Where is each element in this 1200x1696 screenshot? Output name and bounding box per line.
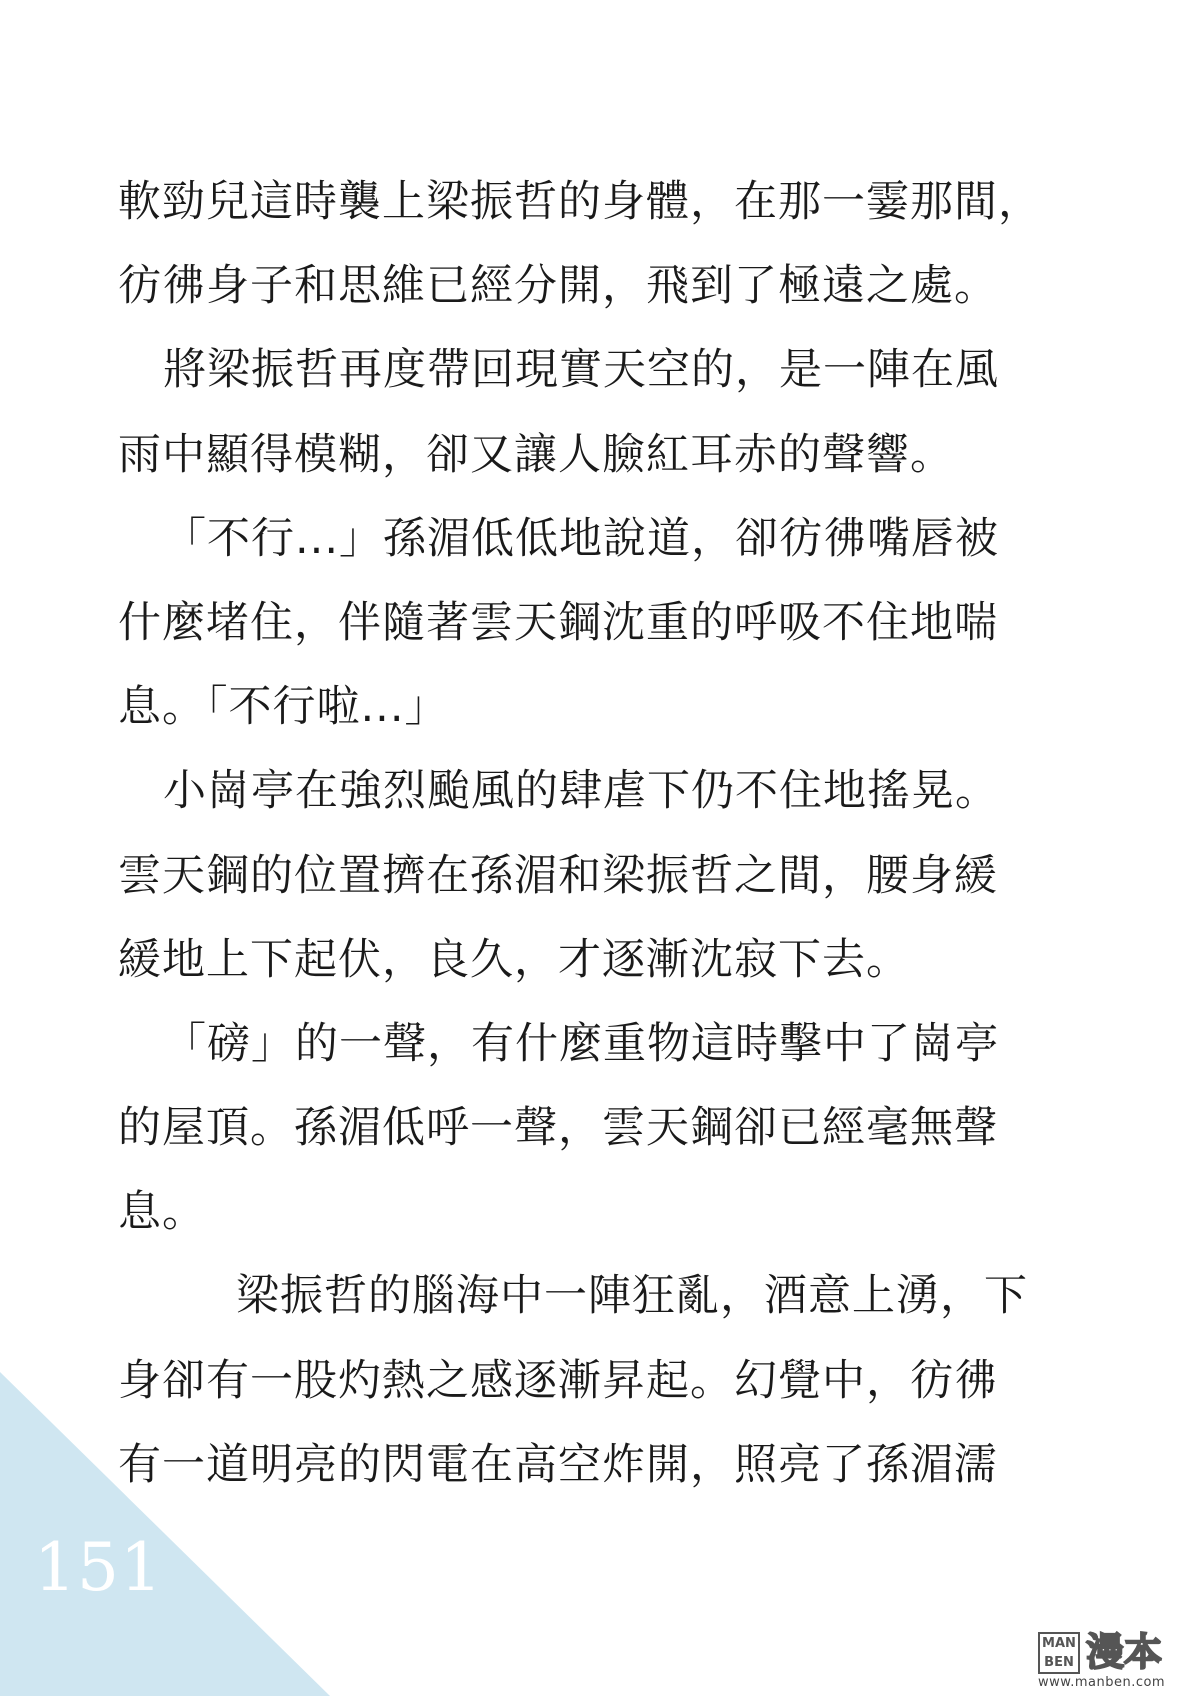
text-line: 息。「不行啦...」	[118, 682, 449, 733]
text-line: 緩地上下起伏，良久，才逐漸沈寂下去。	[118, 934, 910, 985]
text-line: 彷彿身子和思維已經分開，飛到了極遠之處。	[118, 261, 998, 312]
text-line: 「磅」的一聲，有什麼重物這時擊中了崗亭	[163, 1018, 999, 1069]
page-number: 151	[34, 1529, 163, 1606]
text-line: 雲天鋼的位置擠在孫湄和梁振哲之間，腰身緩	[118, 850, 998, 901]
text-line: 將梁振哲再度帶回現實天空的，是一陣在風	[163, 345, 999, 396]
watermark-title: 漫本	[1086, 1630, 1163, 1674]
text-line: 有一道明亮的閃電在高空炸開，照亮了孫湄濡	[118, 1439, 998, 1490]
text-line: 小崗亭在強烈颱風的肆虐下仍不住地搖晃。	[163, 766, 999, 817]
watermark-logo: MAN BEN	[1038, 1632, 1080, 1674]
text-line: 「不行...」孫湄低低地說道，卻彷彿嘴唇被	[163, 513, 1000, 564]
text-line: 雨中顯得模糊，卻又讓人臉紅耳赤的聲響。	[118, 429, 954, 480]
text-line: 梁振哲的腦海中一陣狂亂，酒意上湧，下	[236, 1271, 1028, 1322]
text-line: 軟勁兒這時襲上梁振哲的身體，在那一霎那間，	[118, 177, 1042, 227]
watermark-url: www.manben.com	[1038, 1675, 1166, 1690]
text-line: 息。	[118, 1187, 206, 1238]
watermark	[1038, 1632, 1188, 1690]
text-line: 身卻有一股灼熱之感逐漸昇起。幻覺中，彷彿	[118, 1355, 998, 1406]
body-text	[118, 160, 1098, 1507]
text-line: 的屋頂。孫湄低呼一聲，雲天鋼卻已經毫無聲	[118, 1103, 998, 1154]
text-line: 什麼堵住，伴隨著雲天鋼沈重的呼吸不住地喘	[118, 597, 998, 648]
